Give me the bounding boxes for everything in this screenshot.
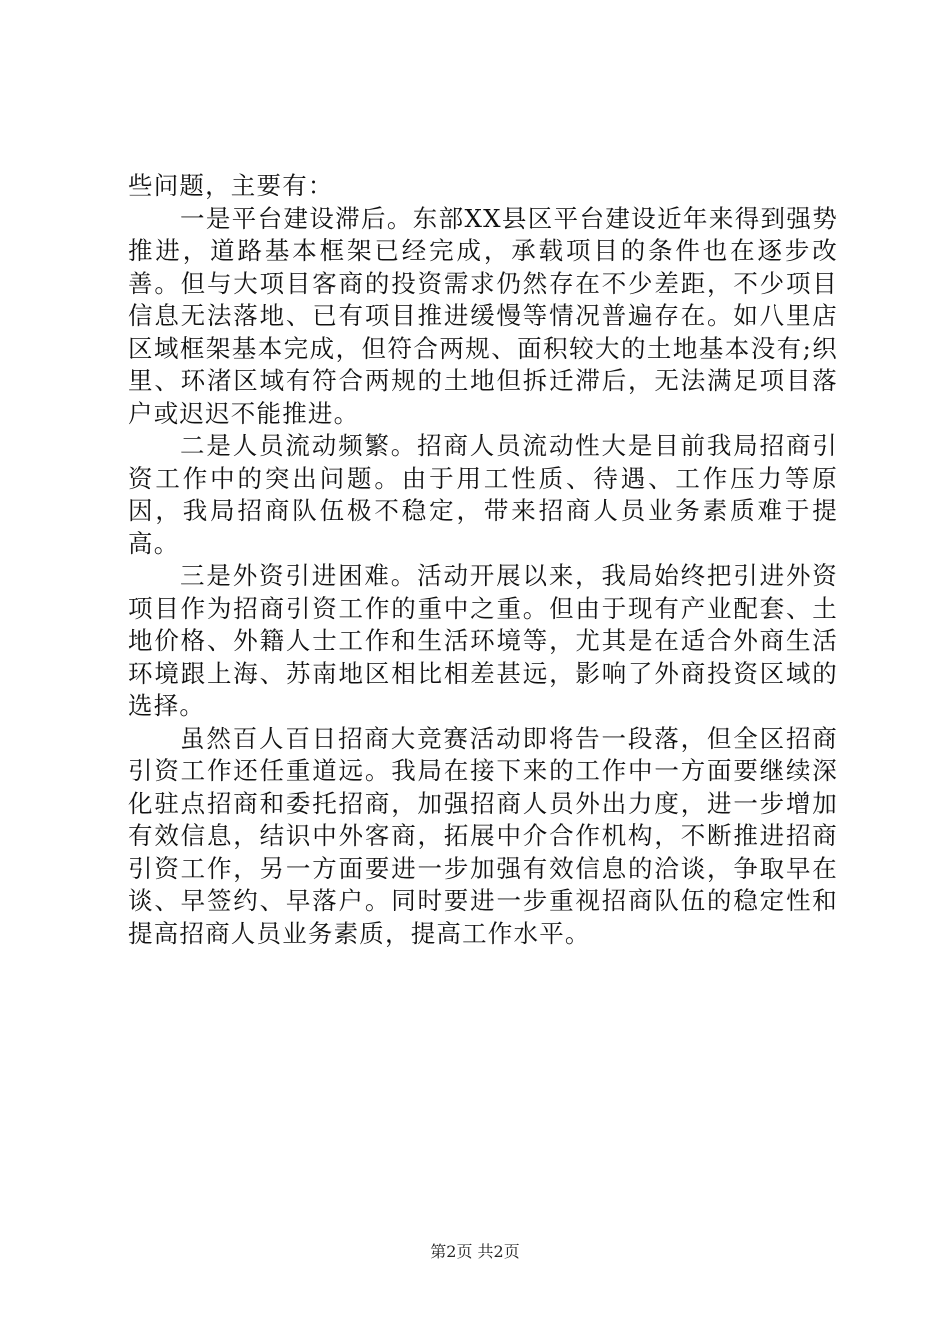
page-number-footer: 第2页 共2页	[430, 1242, 520, 1261]
document-body	[128, 170, 838, 950]
paragraph-platform-construction: 一是平台建设滞后。东部XX县区平台建设近年来得到强势推进，道路基本框架已经完成，承载项目的条件也在逐步改善。但与大项目客商的投资需求仍然存在不少差距，不少项目信息无法落地、已有项目推进缓慢等情况普遍存在。如八里店区域框架基本完成，但符合两规、面积较大的土地基本没有;织里、环渚区域有符合两规的土地但拆迁滞后，无法满足项目落户或迟迟不能推进。	[128, 203, 838, 428]
paragraph-continuation: 些问题，主要有：	[128, 171, 334, 200]
paragraph-conclusion: 虽然百人百日招商大竞赛活动即将告一段落，但全区招商引资工作还任重道远。我局在接下来的工作中一方面要继续深化驻点招商和委托招商，加强招商人员外出力度，进一步增加有效信息，结识中外客商，拓展中介合作机构，不断推进招商引资工作，另一方面要进一步加强有效信息的洽谈，争取早在谈、早签约、早落户。同时要进一步重视招商队伍的稳定性和提高招商人员业务素质，提高工作水平。	[128, 723, 838, 948]
paragraph-staff-turnover: 二是人员流动频繁。招商人员流动性大是目前我局招商引资工作中的突出问题。由于用工性质、待遇、工作压力等原因，我局招商队伍极不稳定，带来招商人员业务素质难于提高。	[128, 431, 838, 558]
paragraph-foreign-investment: 三是外资引进困难。活动开展以来，我局始终把引进外资项目作为招商引资工作的重中之重。但由于现有产业配套、土地价格、外籍人士工作和生活环境等，尤其是在适合外商生活环境跟上海、苏南地区相比相差甚远，影响了外商投资区域的选择。	[128, 561, 838, 720]
